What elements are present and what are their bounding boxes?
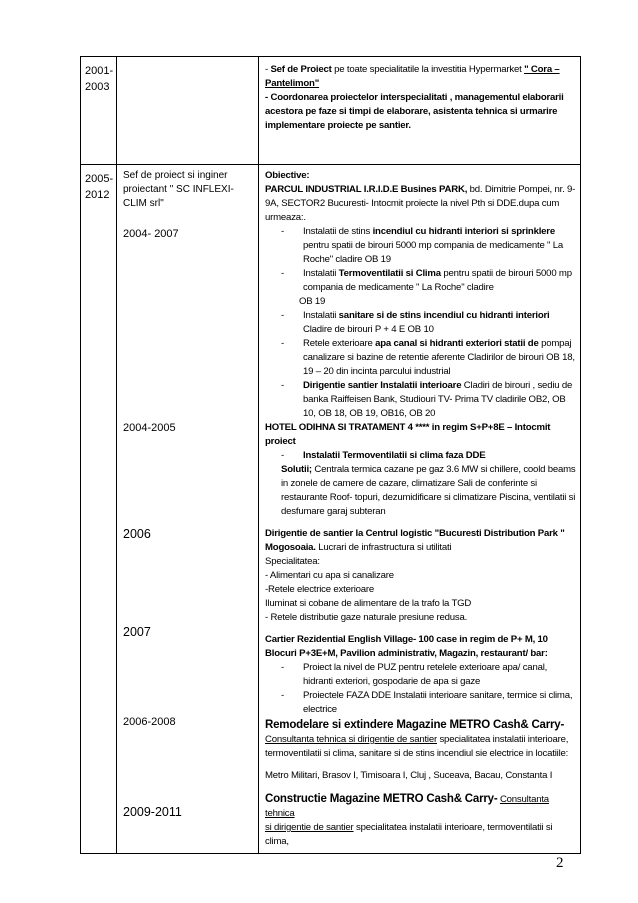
- year-label: 2006: [123, 527, 151, 541]
- cartier-items: [265, 661, 576, 717]
- parc-rest: bd. Dimitrie Pompei, nr. 9-9A, SECTOR2 Bucuresti- Intocmit proiecte la nivel Pth si DDE.dupa cum urmeaza:.: [265, 184, 576, 223]
- metro2-paragraph: [265, 791, 576, 821]
- table-row: [81, 165, 581, 854]
- parc-title: PARCUL INDUSTRIAL I.R.I.D.E Busines PARK,: [265, 184, 468, 195]
- year-label: 2006-2008: [123, 716, 176, 728]
- list-item: - Proiect la nivel de PUZ pentru retelele exterioare apa/ canal, hidranti exteriori, gospodarie de apa si gaze: [281, 662, 548, 687]
- text-run: Sef de Proiect: [270, 64, 332, 75]
- dist-paragraph: [265, 527, 576, 555]
- details-cell: [259, 57, 581, 165]
- row2-details: [259, 165, 580, 853]
- dist-lines: [265, 555, 576, 625]
- objectives-label: Obiective:: [265, 170, 310, 181]
- year-label: 2009-2011: [123, 805, 182, 819]
- dist-rest: Lucrari de infrastructura si utilitati: [315, 542, 452, 553]
- text-run: sanitare si de stins incendiul cu hidranti interiori: [338, 310, 550, 321]
- year-label: 2004- 2007: [123, 228, 179, 240]
- list-item: - Dirigentie santier Instalatii interioare Cladiri de birouri , sediu de banka Raiffeisen Bank, Studiouri TV- Prima TV cladirile OB2, OB 10, OB 18, OB 19, OB16, OB 20: [281, 380, 573, 419]
- list-item: - Proiectele FAZA DDE Instalatii interioare sanitare, termice si clima, electrice: [281, 690, 573, 715]
- hotel-item: Instalatii Termoventilatii si clima faza DDE: [303, 450, 486, 461]
- years-text: 2005- 2012: [85, 173, 114, 201]
- details-cell: [259, 165, 581, 854]
- role-cell: [117, 165, 259, 854]
- table-row: [81, 57, 581, 165]
- dist-line: - Alimentari cu apa si canalizare: [265, 570, 394, 581]
- dist-title: Dirigentie de santier la Centrul logistic "Bucuresti Distribution Park " Mogosoaia.: [265, 528, 565, 553]
- text-run: Instalatii: [303, 268, 339, 279]
- dist-line: -Retele electrice exterioare: [265, 584, 375, 595]
- text-run: incendiul cu hidranti interiori si sprinklere: [372, 226, 555, 237]
- metro2-rest: specialitatea instalatii interioare, termoventilatii si clima,: [265, 822, 553, 847]
- year-label: 2007: [123, 625, 151, 639]
- years-cell: [81, 165, 117, 854]
- text-run: Cladiri de birouri , sediu de banka Raiffeisen Bank, Studiouri TV- Prima TV cladirile OB2, OB 10, OB 18, OB 19, OB16, OB 20: [303, 380, 573, 419]
- ob19-label: OB 19: [299, 296, 326, 307]
- text-run: Termoventilatii si Clima: [338, 268, 441, 279]
- text-run: " Cora – Pantelimon": [265, 64, 560, 89]
- list-item: - Instalatii de stins incendiul cu hidranti interiori si sprinklere pentru spatii de birouri 5000 mp compania de medicamente " La Roche" cladire OB 19: [281, 226, 563, 265]
- metro2-paragraph-2: [265, 821, 576, 849]
- text-run: pompaj canalizare si bazine de retentie aferente Cladirilor de birouri OB 18, 19 – 20 din incinta parcului industrial: [303, 338, 575, 377]
- metro2-title: Constructie Magazine METRO Cash& Carry-: [265, 793, 498, 805]
- hotel-sol-label: Solutii;: [281, 464, 312, 475]
- text-run: apa canal si hidranti exteriori statii de: [375, 338, 539, 349]
- metro1-link: Consultanta tehnica si dirigentie de santier: [265, 734, 437, 745]
- role-text: Sef de proiect si inginer proiectant " SC INFLEXI- CLIM srl": [123, 170, 234, 209]
- parc-items: [265, 225, 576, 421]
- dist-line: - Retele distributie gaze naturale presiune redusa.: [265, 612, 468, 623]
- text-run: pentru spatii de birouri 5000 mp compania de medicamente " La Roche" cladire OB 19: [303, 240, 563, 265]
- metro1-paragraph: [265, 733, 576, 761]
- cv-table: [80, 56, 581, 854]
- role-column: [117, 165, 258, 825]
- page-number: 2: [556, 855, 564, 871]
- dist-line: Iluminat si cobane de alimentare de la trafo la TGD: [265, 598, 472, 609]
- list-item: - Retele exterioare apa canal si hidranti exteriori statii de pompaj canalizare si bazine de retentie aferente Cladirilor de birouri OB 18, 19 – 20 din incinta parcului industrial: [281, 338, 575, 377]
- hotel-title: HOTEL ODIHNA SI TRATAMENT 4 **** in regim S+P+8E – Intocmit proiect: [265, 422, 551, 447]
- year-label: 2004-2005: [123, 422, 176, 434]
- metro2-link2: si dirigentie de santier: [265, 822, 354, 833]
- text-run: pentru spatii de birouri 5000 mp compania de medicamente " La Roche" cladire: [303, 268, 572, 293]
- text-run: Dirigentie santier Instalatii interioare: [303, 380, 462, 391]
- dist-line: Specialitatea:: [265, 556, 320, 567]
- list-item: - Instalatii Termoventilatii si clima faza DDE: [265, 449, 576, 463]
- text-run: -: [265, 64, 271, 75]
- years-text: 2001- 2003: [85, 65, 114, 93]
- list-item: - Instalatii Termoventilatii si Clima pentru spatii de birouri 5000 mp compania de medicamente " La Roche" cladire: [281, 268, 572, 293]
- role-cell: [117, 57, 259, 165]
- row1-details: [259, 57, 580, 137]
- list-item: - Instalatii sanitare si de stins incendiul cu hidranti interiori Cladire de birouri P + 4 E OB 10: [281, 310, 550, 335]
- details-line: [265, 63, 576, 91]
- parc-paragraph: [265, 183, 576, 225]
- years-cell: [81, 57, 117, 165]
- metro2-link1: Consultanta tehnica: [265, 794, 549, 819]
- text-run: Instalatii: [303, 310, 339, 321]
- details-line: [265, 91, 576, 133]
- metro1-locations: Metro Militari, Brasov I, Timisoara I, Cluj , Suceava, Bacau, Constanta I: [265, 770, 553, 781]
- metro1-rest: specialitatea instalatii interioare, termoventilatii si clima, sanitare si de stins incendiul sie electrice in locatiile:: [265, 734, 569, 759]
- text-run: Instalatii de stins: [303, 226, 373, 237]
- text-run: Retele exterioare: [303, 338, 376, 349]
- metro1-title: Remodelare si extindere Magazine METRO Cash& Carry-: [265, 719, 565, 731]
- text-run: - Coordonarea proiectelor interspecialitati , managementul elaborarii acestora pe faze si timpi de elaborare, asistenta tehnica si urmarire implementare proiecte pe santier.: [265, 92, 564, 131]
- text-run: pe toate specialitatile la investitia Hypermarket: [331, 64, 525, 75]
- hotel-solutions: [265, 463, 576, 519]
- hotel-sol-text: Centrala termica cazane pe gaz 3.6 MW si chillere, coold beams in zonele de camere de cazare, climatizare Sali de conferinte si restaurante Roof- topuri, dezumidificare si climatizare Piscina, ventilatii si desfumare garaj subteran: [281, 464, 576, 517]
- text-run: Cladire de birouri P + 4 E OB 10: [303, 324, 434, 335]
- cartier-title: Cartier Rezidential English Village- 100 case in regim de P+ M, 10 Blocuri P+3E+M, Pavilion administrativ, Magazin, restaurant/ bar:: [265, 634, 548, 659]
